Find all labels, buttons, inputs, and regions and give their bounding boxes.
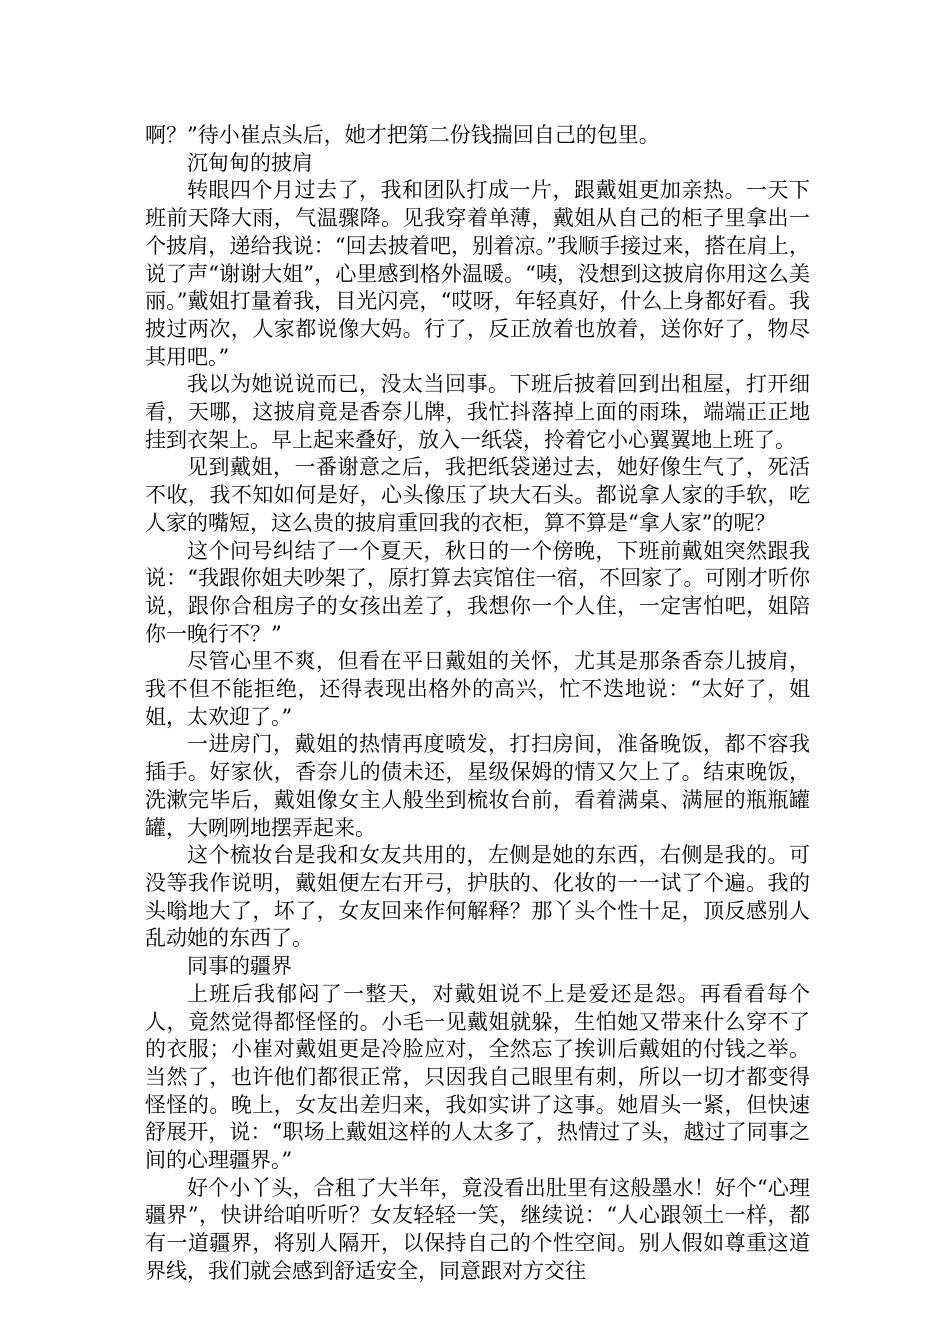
paragraph: 一进房门，戴姐的热情再度喷发，打扫房间，准备晚饭，都不容我插手。好家伙，香奈儿的债未还，星级保姆的情又欠上了。结束晚饭，洗漱完毕后，戴姐像女主人般坐到梳妆台前，看着满桌、满屉的瓶瓶罐罐，大咧咧地摆弄起来。 xyxy=(145,732,810,840)
paragraph: 好个小丫头，合租了大半年，竟没看出肚里有这般墨水！好个“心理疆界”，快讲给咱听听？女友轻轻一笑，继续说：“人心跟领土一样，都有一道疆界，将别人隔开，以保持自己的个性空间。别人假如尊重这道界线，我们就会感到舒适安全，同意跟对方交往 xyxy=(145,1175,810,1283)
section-heading: 同事的疆界 xyxy=(187,954,292,979)
paragraph: 尽管心里不爽，但看在平日戴姐的关怀，尤其是那条香奈儿披肩，我不但不能拒绝，还得表现出格外的高兴，忙不迭地说：“太好了，姐姐，太欢迎了。” xyxy=(145,649,810,729)
paragraph: 我以为她说说而已，没太当回事。下班后披着回到出租屋，打开细看，天哪，这披肩竟是香奈儿牌，我忙抖落掉上面的雨珠，端端正正地挂到衣架上。早上起来叠好，放入一纸袋，拎着它小心翼翼地上班了。 xyxy=(145,372,810,452)
paragraph: 见到戴姐，一番谢意之后，我把纸袋递过去，她好像生气了，死活不收，我不知如何是好，心头像压了块大石头。都说拿人家的手软，吃人家的嘴短，这么贵的披肩重回我的衣柜，算不算是“拿人家”的呢？ xyxy=(145,455,810,535)
paragraph: 上班后我郁闷了一整天，对戴姐说不上是爱还是怨。再看看每个人，竟然觉得都怪怪的。小毛一见戴姐就躲，生怕她又带来什么穿不了的衣服；小崔对戴姐更是冷脸应对，全然忘了挨训后戴姐的付钱之举。当然了，也许他们都很正常，只因我自己眼里有刺，所以一切才都变得怪怪的。晚上，女友出差归来，我如实讲了这事。她眉头一紧，但快速舒展开，说：“职场上戴姐这样的人太多了，热情过了头，越过了同事之间的心理疆界。” xyxy=(145,981,810,1173)
paragraph: 啊？”待小崔点头后，她才把第二份钱揣回自己的包里。 xyxy=(145,123,660,147)
paragraph: 这个梳妆台是我和女友共用的，左侧是她的东西，右侧是我的。可没等我作说明，戴姐便左右开弓，护肤的、化妆的一一试了个遍。我的头嗡地大了，坏了，女友回来作何解释？那丫头个性十足，顶反感别人乱动她的东西了。 xyxy=(145,843,810,951)
paragraph: 转眼四个月过去了，我和团队打成一片，跟戴姐更加亲热。一天下班前天降大雨，气温骤降。见我穿着单薄，戴姐从自己的柜子里拿出一个披肩，递给我说：“回去披着吧，别着凉。”我顺手接过来，搭在肩上，说了声“谢谢大姐”，心里感到格外温暖。“咦，没想到这披肩你用这么美丽。”戴姐打量着我，目光闪亮，“哎呀，年轻真好，什么上身都好看。我披过两次，人家都说像大妈。行了，反正放着也放着，送你好了，物尽其用吧。” xyxy=(145,178,810,369)
document-page xyxy=(145,122,810,1286)
paragraph: 这个问号纠结了一个夏天，秋日的一个傍晚，下班前戴姐突然跟我说：“我跟你姐夫吵架了，原打算去宾馆住一宿，不回家了。可刚才听你说，跟你合租房子的女孩出差了，我想你一个人住，一定害怕吧，姐陪你一晚行不？” xyxy=(145,538,810,646)
section-heading: 沉甸甸的披肩 xyxy=(187,150,313,175)
